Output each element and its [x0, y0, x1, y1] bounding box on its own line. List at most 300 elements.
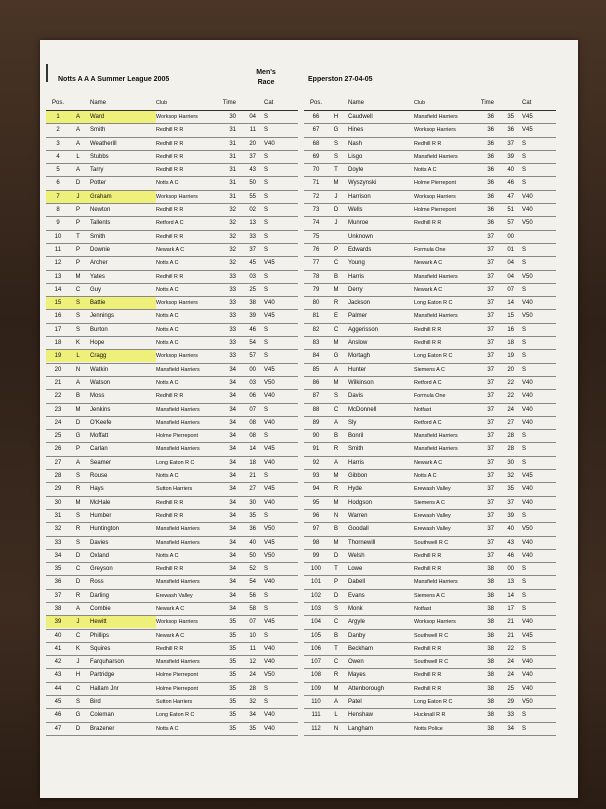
seconds-cell: 37: [249, 153, 256, 160]
table-row: [304, 497, 556, 510]
position-cell: 25: [54, 433, 62, 440]
position-cell: 107: [310, 659, 321, 666]
name-cell: Beckham: [348, 645, 374, 652]
table-row: [304, 616, 556, 629]
club-cell: Mansfield Harriers: [414, 433, 458, 440]
name-cell: Hewitt: [86, 616, 156, 628]
name-cell: Wells: [348, 207, 363, 214]
seconds-cell: 54: [249, 340, 256, 347]
club-cell: Siemens A C: [414, 499, 445, 506]
seconds-cell: 43: [507, 539, 514, 546]
table-row: [304, 364, 556, 377]
name-cell: Owen: [348, 659, 364, 666]
seconds-cell: 02: [249, 207, 256, 214]
minutes-cell: 33: [229, 340, 236, 347]
position-cell: 5: [56, 167, 60, 174]
category-cell: S: [264, 699, 269, 706]
position-cell: 70: [312, 167, 320, 174]
table-row: [46, 404, 298, 417]
name-cell: Brazener: [90, 725, 115, 732]
seconds-cell: 04: [507, 273, 514, 280]
position-cell: 112: [311, 725, 321, 732]
minutes-cell: 38: [487, 619, 494, 626]
initial-cell: A: [75, 167, 80, 174]
initial-cell: R: [333, 446, 339, 453]
col-club-header: Club: [156, 100, 168, 106]
seconds-cell: 07: [507, 286, 514, 293]
name-cell: Smith: [90, 233, 106, 240]
category-cell: S: [264, 246, 269, 253]
category-cell: V40: [264, 459, 275, 466]
table-row: [46, 550, 298, 563]
minutes-cell: 31: [229, 193, 236, 200]
club-cell: Notts A C: [156, 552, 179, 559]
minutes-cell: 37: [487, 233, 494, 240]
category-cell: S: [522, 353, 527, 360]
minutes-cell: 38: [487, 699, 494, 706]
position-cell: 35: [54, 566, 62, 573]
minutes-cell: 34: [229, 459, 236, 466]
name-cell: Hallam Jnr: [90, 685, 119, 692]
seconds-cell: 57: [507, 220, 514, 227]
minutes-cell: 35: [229, 659, 236, 666]
table-row: [304, 709, 556, 722]
table-row: [304, 310, 556, 323]
category-cell: V40: [522, 486, 533, 493]
name-cell: Warren: [348, 512, 368, 519]
club-cell: Redhill R R: [156, 140, 184, 147]
category-cell: V40: [522, 552, 533, 559]
initial-cell: J: [70, 616, 86, 628]
name-cell: Hodgson: [348, 499, 373, 506]
table-row: [304, 164, 556, 177]
col-time-header: Time: [480, 100, 494, 106]
position-cell: 81: [312, 313, 320, 320]
minutes-cell: 33: [229, 300, 236, 307]
category-cell: S: [264, 286, 269, 293]
initial-cell: P: [75, 260, 80, 267]
seconds-cell: 29: [507, 699, 514, 706]
table-row: [46, 310, 298, 323]
club-cell: Notts A C: [156, 326, 179, 333]
minutes-cell: 36: [487, 153, 494, 160]
name-cell: Greyson: [90, 566, 113, 573]
club-cell: Redhill R R: [156, 566, 184, 573]
category-cell: S: [522, 566, 527, 573]
initial-cell: J: [70, 191, 86, 203]
club-cell: Southwell R C: [414, 659, 449, 666]
table-row: [46, 563, 298, 576]
category-cell: V50: [264, 672, 275, 679]
position-cell: 68: [312, 140, 320, 147]
club-cell: Notts A C: [156, 473, 179, 480]
category-cell: S: [264, 685, 269, 692]
club-cell: Mansfield Harriers: [414, 446, 458, 453]
league-title: Notts A A A Summer League 2005: [58, 76, 170, 83]
minutes-cell: 37: [487, 300, 494, 307]
minutes-cell: 32: [229, 233, 236, 240]
club-cell: Newark A C: [156, 632, 185, 639]
name-cell: Moffatt: [90, 433, 109, 440]
seconds-cell: 14: [249, 446, 256, 453]
name-cell: Cragg: [86, 350, 156, 362]
club-cell: Worksop Harriers: [156, 619, 198, 626]
club-cell: Worksop Harriers: [156, 353, 198, 360]
category-cell: V40: [522, 193, 533, 200]
seconds-cell: 30: [249, 499, 256, 506]
position-cell: 24: [54, 419, 62, 426]
category-cell: S: [522, 246, 527, 253]
seconds-cell: 37: [507, 140, 514, 147]
seconds-cell: 25: [507, 685, 514, 692]
position-cell: 21: [54, 379, 62, 386]
category-cell: V40: [522, 685, 533, 692]
position-cell: 12: [54, 260, 62, 267]
category-cell: V40: [522, 419, 533, 426]
position-cell: 11: [54, 246, 62, 253]
position-cell: 3: [56, 140, 60, 147]
table-row: [304, 257, 556, 270]
minutes-cell: 34: [229, 579, 236, 586]
name-cell: Mortagh: [348, 353, 371, 360]
table-row: [304, 231, 556, 244]
name-cell: Davis: [348, 393, 364, 400]
name-cell: Evans: [348, 592, 365, 599]
category-cell: V50: [522, 220, 533, 227]
position-cell: 22: [54, 393, 62, 400]
category-cell: S: [264, 406, 269, 413]
initial-cell: M: [75, 273, 81, 280]
position-cell: 30: [54, 499, 62, 506]
name-cell: Munroe: [348, 220, 369, 227]
minutes-cell: 37: [487, 379, 494, 386]
seconds-cell: 24: [507, 659, 514, 666]
table-row: [46, 390, 298, 403]
club-cell: Sutton Harriers: [156, 699, 193, 706]
club-cell: Mansfield Harriers: [156, 526, 200, 533]
seconds-cell: 16: [507, 326, 514, 333]
category-cell: V40: [522, 207, 533, 214]
table-row: [46, 124, 298, 137]
name-cell: Humber: [90, 512, 112, 519]
seconds-cell: 07: [249, 619, 256, 626]
category-cell: V40: [264, 393, 275, 400]
table-row: [46, 590, 298, 603]
race-label: Men's Race: [256, 69, 276, 86]
club-cell: Redhill R R: [414, 672, 442, 679]
minutes-cell: 35: [229, 619, 236, 626]
position-cell: 76: [312, 246, 320, 253]
initial-cell: N: [333, 725, 339, 732]
club-cell: Long Eaton R C: [156, 459, 195, 466]
category-cell: V40: [264, 712, 275, 719]
table-row: [46, 457, 298, 470]
club-cell: Mansfield Harriers: [414, 273, 458, 280]
minutes-cell: 35: [229, 685, 236, 692]
seconds-cell: 58: [249, 605, 256, 612]
seconds-cell: 56: [249, 592, 256, 599]
table-row: [304, 324, 556, 337]
seconds-cell: 50: [249, 180, 256, 187]
table-row: [46, 284, 298, 297]
initial-cell: A: [333, 699, 338, 706]
initial-cell: R: [333, 300, 339, 307]
club-cell: Redhill R R: [156, 207, 184, 214]
seconds-cell: 46: [249, 326, 256, 333]
seconds-cell: 21: [249, 473, 256, 480]
initial-cell: G: [75, 712, 81, 719]
seconds-cell: 21: [507, 619, 514, 626]
initial-cell: M: [333, 473, 339, 480]
position-cell: 66: [312, 114, 320, 120]
seconds-cell: 21: [507, 632, 514, 639]
name-cell: McDonnell: [348, 406, 377, 413]
position-cell: 102: [310, 592, 321, 599]
seconds-cell: 14: [507, 300, 514, 307]
table-row: [304, 244, 556, 257]
club-cell: Erewash Valley: [156, 592, 193, 599]
club-cell: Retford A C: [156, 220, 184, 227]
category-cell: V50: [522, 313, 533, 320]
minutes-cell: 36: [487, 220, 494, 227]
club-cell: Redhill R R: [414, 340, 442, 347]
initial-cell: S: [75, 326, 80, 333]
minutes-cell: 34: [229, 526, 236, 533]
category-cell: V40: [264, 659, 275, 666]
category-cell: S: [522, 592, 527, 599]
name-cell: Stubbs: [90, 153, 109, 160]
seconds-cell: 35: [507, 114, 514, 120]
club-cell: Erewash Valley: [414, 512, 451, 519]
table-row: [304, 204, 556, 217]
category-cell: S: [522, 725, 527, 732]
name-cell: Squires: [90, 645, 111, 652]
minutes-cell: 34: [229, 592, 236, 599]
initial-cell: D: [75, 419, 81, 426]
seconds-cell: 57: [249, 353, 256, 360]
position-cell: 8: [56, 207, 60, 214]
position-cell: 80: [312, 300, 320, 307]
category-cell: S: [264, 605, 269, 612]
name-cell: Bird: [90, 699, 101, 706]
minutes-cell: 32: [229, 246, 236, 253]
name-cell: Harris: [348, 273, 364, 280]
table-row: [46, 603, 298, 616]
name-cell: Watson: [90, 379, 111, 386]
table-row: [46, 723, 298, 736]
club-cell: Retford A C: [414, 379, 442, 386]
minutes-cell: 38: [487, 712, 494, 719]
seconds-cell: 30: [507, 459, 514, 466]
position-cell: 93: [312, 473, 320, 480]
position-cell: 92: [312, 459, 320, 466]
position-cell: 96: [312, 512, 320, 519]
category-cell: V50: [522, 273, 533, 280]
position-cell: 34: [54, 552, 62, 559]
position-cell: 1: [46, 111, 70, 123]
table-body-right: [304, 111, 556, 736]
position-cell: 28: [54, 473, 62, 480]
seconds-cell: 14: [507, 592, 514, 599]
seconds-cell: 20: [249, 140, 256, 147]
seconds-cell: 39: [249, 313, 256, 320]
position-cell: 29: [54, 486, 62, 493]
initial-cell: S: [70, 297, 86, 309]
category-cell: V45: [264, 619, 275, 626]
club-cell: Notts A C: [156, 340, 179, 347]
table-row: [304, 138, 556, 151]
club-cell: Redhill R R: [156, 512, 184, 519]
minutes-cell: 31: [229, 127, 236, 134]
minutes-cell: 34: [229, 393, 236, 400]
minutes-cell: 32: [229, 260, 236, 267]
initial-cell: P: [75, 246, 80, 253]
club-cell: Redhill R R: [414, 566, 442, 573]
table-row: [46, 709, 298, 722]
seconds-cell: 00: [249, 366, 256, 373]
seconds-cell: 24: [507, 406, 514, 413]
category-cell: V45: [264, 539, 275, 546]
initial-cell: S: [75, 699, 80, 706]
category-cell: S: [522, 645, 527, 652]
initial-cell: M: [333, 539, 339, 546]
position-cell: 17: [54, 326, 62, 333]
position-cell: 71: [312, 180, 320, 187]
minutes-cell: 37: [487, 406, 494, 413]
initial-cell: C: [333, 326, 339, 333]
minutes-cell: 36: [487, 114, 494, 120]
initial-cell: B: [333, 526, 338, 533]
initial-cell: T: [334, 566, 338, 573]
minutes-cell: 38: [487, 685, 494, 692]
category-cell: V45: [264, 486, 275, 493]
seconds-cell: 33: [249, 233, 256, 240]
name-cell: Edwards: [348, 246, 372, 253]
seconds-cell: 35: [507, 486, 514, 493]
initial-cell: D: [333, 592, 339, 599]
name-cell: Darling: [90, 592, 110, 599]
col-cat-header: Cat: [264, 100, 274, 106]
table-row: [304, 350, 556, 363]
category-cell: V40: [264, 300, 275, 307]
position-cell: 73: [312, 207, 320, 214]
category-cell: V45: [264, 366, 275, 373]
name-cell: Hope: [90, 340, 105, 347]
minutes-cell: 37: [487, 246, 494, 253]
name-cell: Jennings: [90, 313, 115, 320]
table-row: [46, 177, 298, 190]
position-cell: 10: [54, 233, 62, 240]
name-cell: Caudwell: [348, 114, 373, 120]
seconds-cell: 08: [249, 433, 256, 440]
table-row: [304, 537, 556, 550]
club-cell: Mansfield Harriers: [156, 539, 200, 546]
minutes-cell: 31: [229, 140, 236, 147]
minutes-cell: 35: [229, 645, 236, 652]
col-pos-header: Pos.: [309, 100, 322, 106]
category-cell: S: [264, 220, 269, 227]
name-cell: Bonril: [348, 433, 364, 440]
name-cell: Weatherill: [90, 140, 117, 147]
position-cell: 33: [54, 539, 62, 546]
minutes-cell: 37: [487, 419, 494, 426]
club-cell: Notts Police: [414, 725, 443, 732]
seconds-cell: 32: [249, 699, 256, 706]
position-cell: 18: [54, 340, 62, 347]
seconds-cell: 28: [249, 685, 256, 692]
initial-cell: G: [333, 127, 339, 134]
initial-cell: J: [334, 193, 338, 200]
initial-cell: B: [333, 433, 338, 440]
initial-cell: A: [333, 419, 338, 426]
category-cell: V50: [264, 379, 275, 386]
minutes-cell: 30: [229, 114, 236, 120]
minutes-cell: 38: [487, 645, 494, 652]
name-cell: Newton: [90, 207, 111, 214]
table-row: [46, 271, 298, 284]
position-cell: 67: [312, 127, 320, 134]
club-cell: Siemens A C: [414, 366, 445, 373]
category-cell: S: [522, 140, 527, 147]
table-row: [46, 217, 298, 230]
minutes-cell: 34: [229, 566, 236, 573]
name-cell: Young: [348, 260, 365, 267]
position-cell: 6: [56, 180, 60, 187]
category-cell: V45: [264, 446, 275, 453]
minutes-cell: 36: [487, 140, 494, 147]
name-cell: Huntington: [90, 526, 120, 533]
table-row: [304, 151, 556, 164]
club-cell: Newark A C: [414, 459, 443, 466]
club-cell: Worksop Harriers: [414, 127, 456, 134]
initial-cell: N: [75, 366, 81, 373]
table-row: [46, 483, 298, 496]
position-cell: 97: [312, 526, 320, 533]
table-row: [304, 510, 556, 523]
initial-cell: G: [333, 353, 339, 360]
category-cell: S: [264, 512, 269, 519]
seconds-cell: 39: [507, 153, 514, 160]
table-row: [304, 483, 556, 496]
seconds-cell: 08: [249, 419, 256, 426]
table-row: [304, 656, 556, 669]
initial-cell: H: [333, 114, 339, 120]
initial-cell: C: [75, 632, 81, 639]
name-cell: Jenkins: [90, 406, 111, 413]
initial-cell: P: [75, 207, 80, 214]
name-cell: Harrison: [348, 193, 371, 200]
seconds-cell: 40: [507, 167, 514, 174]
name-cell: Harris: [348, 459, 364, 466]
initial-cell: D: [75, 725, 81, 732]
position-cell: 46: [54, 712, 62, 719]
initial-cell: S: [333, 140, 338, 147]
minutes-cell: 37: [487, 340, 494, 347]
table-row: [304, 696, 556, 709]
table-row: [46, 324, 298, 337]
minutes-cell: 36: [487, 127, 494, 134]
minutes-cell: 35: [229, 672, 236, 679]
minutes-cell: 35: [229, 699, 236, 706]
minutes-cell: 35: [229, 725, 236, 732]
table-row: [46, 630, 298, 643]
seconds-cell: 07: [249, 406, 256, 413]
position-cell: 44: [54, 685, 62, 692]
club-cell: Redhill R R: [414, 326, 442, 333]
name-cell: Hyde: [348, 486, 363, 493]
position-cell: 32: [54, 526, 62, 533]
name-cell: Gibbon: [348, 473, 368, 480]
